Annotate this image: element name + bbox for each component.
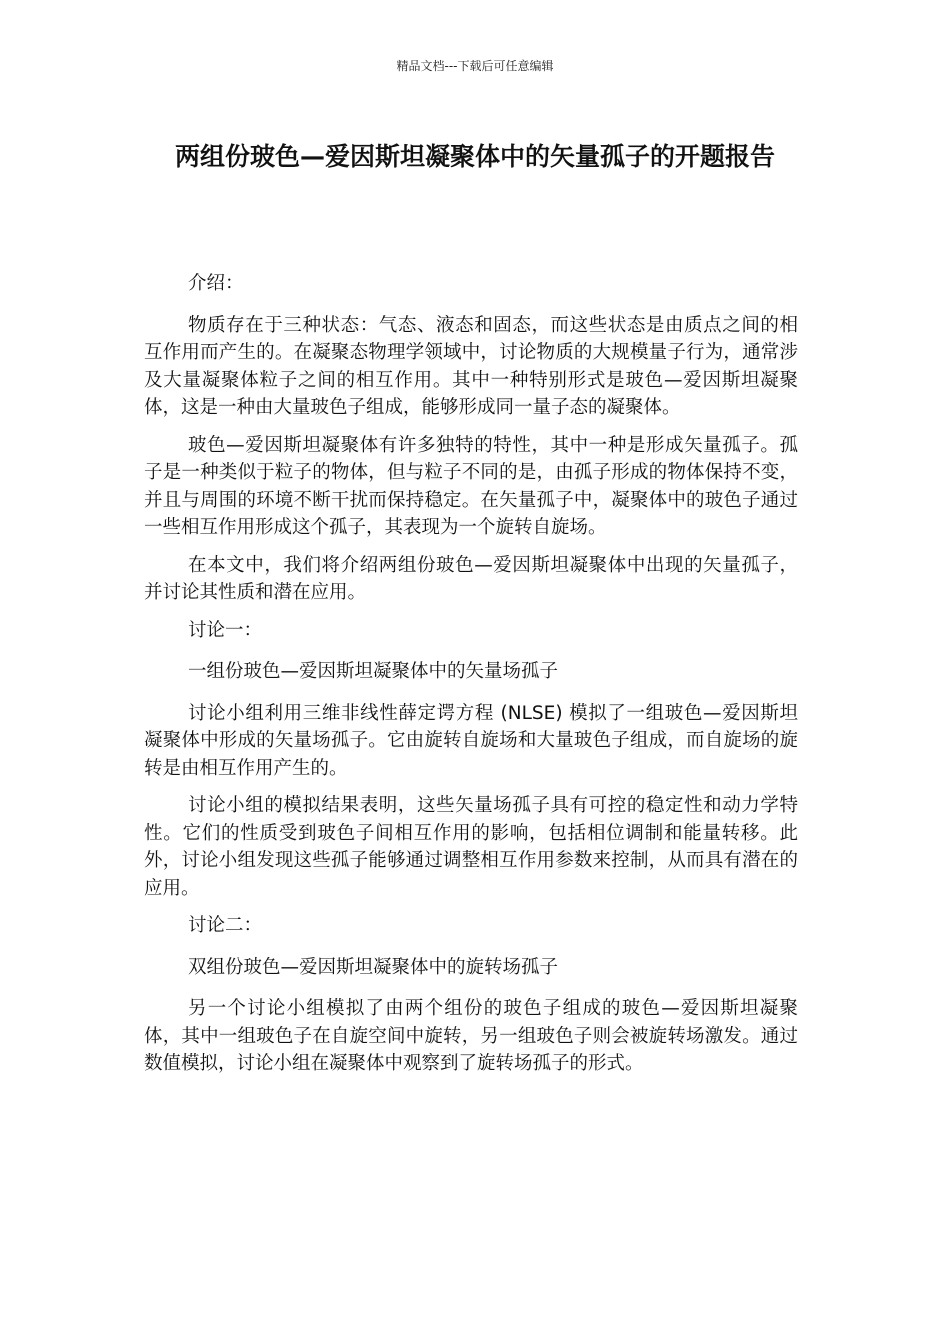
paragraph: 讨论小组利用三维非线性薛定谔方程 (NLSE) 模拟了一组玻色—爱因斯坦凝聚体中形成的矢量场孤子。它由旋转自旋场和大量玻色子组成，而自旋场的旋转是由相互作用产生的。 <box>144 702 798 779</box>
subheading-rotating-soliton: 双组份玻色—爱因斯坦凝聚体中的旋转场孤子 <box>188 956 559 978</box>
header-note: 精品文档---下载后可任意编辑 <box>396 59 554 73</box>
paragraph: 讨论小组的模拟结果表明，这些矢量场孤子具有可控的稳定性和动力学特性。它们的性质受到玻色子间相互作用的影响，包括相位调制和能量转移。此外，讨论小组发现这些孤子能够通过调整相互作用参数来控制，从而具有潜在的应用。 <box>144 795 798 899</box>
paragraph: 另一个讨论小组模拟了由两个组份的玻色子组成的玻色—爱因斯坦凝聚体，其中一组玻色子在自旋空间中旋转，另一组玻色子则会被旋转场激发。通过数值模拟，讨论小组在凝聚体中观察到了旋转场孤子的形式。 <box>144 998 798 1074</box>
subheading-vector-soliton: 一组份玻色—爱因斯坦凝聚体中的矢量场孤子 <box>188 661 559 682</box>
paragraph: 在本文中，我们将介绍两组份玻色—爱因斯坦凝聚体中出现的矢量孤子，并讨论其性质和潜在应用。 <box>144 554 798 603</box>
document-body <box>144 270 798 1088</box>
paragraph: 玻色—爱因斯坦凝聚体有许多独特的特性，其中一种是形成矢量孤子。孤子是一种类似于粒子的物体，但与粒子不同的是，由孤子形成的物体保持不变，并且与周围的环境不断干扰而保持稳定。在矢量孤子中，凝聚体中的玻色子通过一些相互作用形成这个孤子，其表现为一个旋转自旋场。 <box>144 434 798 538</box>
section-heading-discussion-2: 讨论二： <box>188 915 263 936</box>
paragraph: 物质存在于三种状态：气态、液态和固态，而这些状态是由质点之间的相互作用而产生的。在凝聚态物理学领域中，讨论物质的大规模量子行为，通常涉及大量凝聚体粒子之间的相互作用。其中一种特别形式是玻色—爱因斯坦凝聚体，这是一种由大量玻色子组成，能够形成同一量子态的凝聚体。 <box>144 314 798 418</box>
section-heading-discussion-1: 讨论一： <box>188 619 263 641</box>
document-title: 两组份玻色—爱因斯坦凝聚体中的矢量孤子的开题报告 <box>174 142 775 171</box>
section-heading-intro: 介绍： <box>188 273 244 294</box>
